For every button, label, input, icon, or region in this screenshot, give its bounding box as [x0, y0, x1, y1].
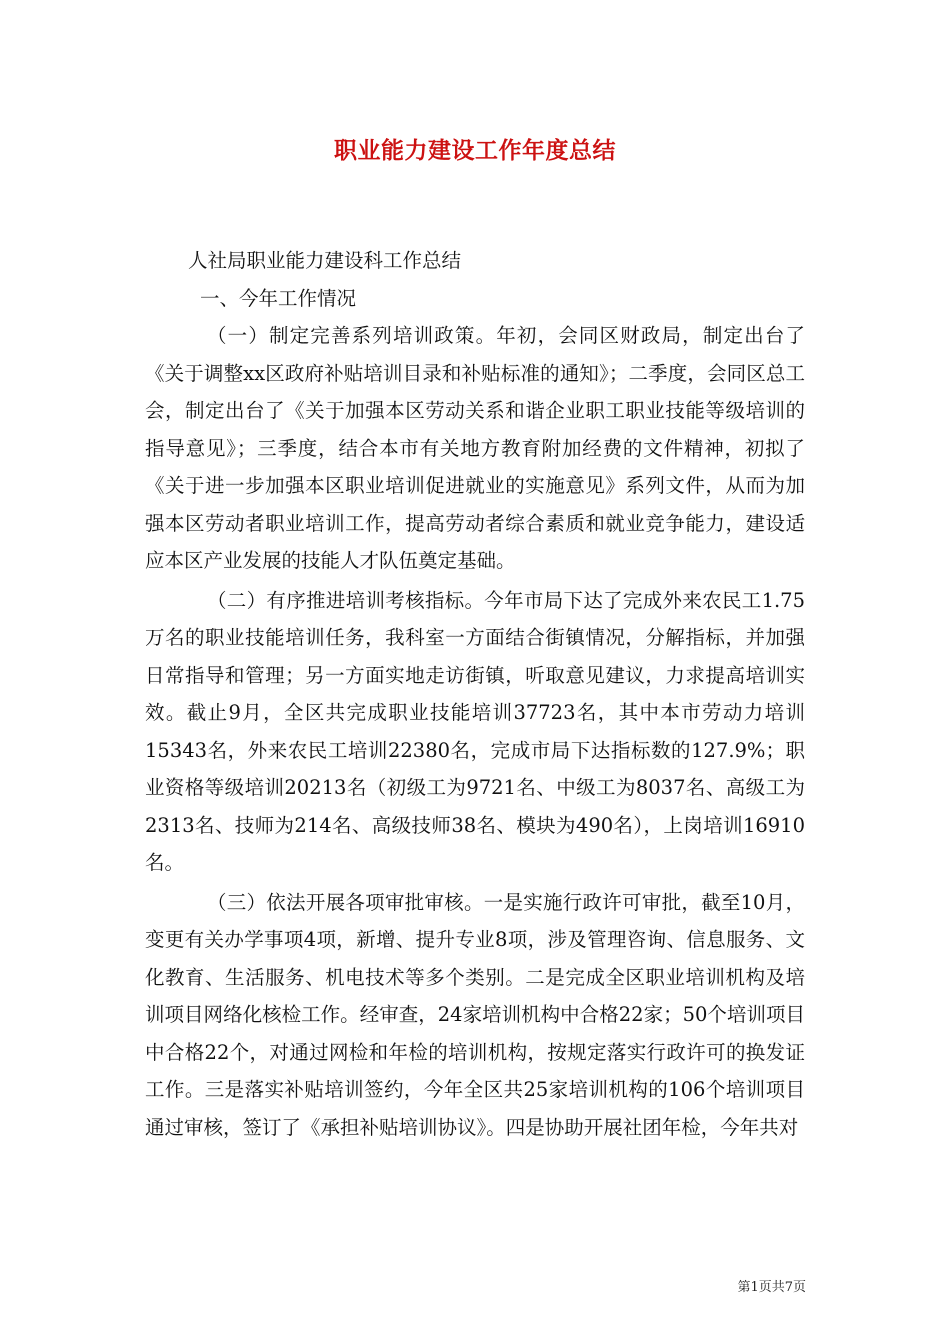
document-title: 职业能力建设工作年度总结	[334, 137, 616, 164]
document-subtitle: 人社局职业能力建设科工作总结	[188, 249, 462, 272]
paragraph-training-targets: （二）有序推进培训考核指标。今年市局下达了完成外来农民工1.75万名的职业技能培训任务，我科室一方面结合街镇情况，分解指标，并加强日常指导和管理；另一方面实地走访街镇，听取意见建议，力求提高培训实效。截止9月，全区共完成职业技能培训37723名，其中本市劳动力培训15343名，外来农民工培训22380名，完成市局下达指标数的127.9%；职业资格等级培训20213名（初级工为9721名、中级工为8037名、高级工为2313名、技师为214名、高级技师38名、模块为490名），上岗培训16910名。	[145, 588, 805, 874]
page-indicator: 第1页共7页	[737, 1280, 806, 1295]
document-body	[145, 242, 805, 1146]
paragraph-approvals: （三）依法开展各项审批审核。一是实施行政许可审批，截至10月，变更有关办学事项4项，新增、提升专业8项，涉及管理咨询、信息服务、文化教育、生活服务、机电技术等多个类别。二是完成全区职业培训机构及培训项目网络化核检工作。经审查，24家培训机构中合格22家；50个培训项目中合格22个，对通过网检和年检的培训机构，按规定落实行政许可的换发证工作。三是落实补贴培训签约，今年全区共25家培训机构的106个培训项目通过审核，签订了《承担补贴培训协议》。四是协助开展社团年检，今年共对	[145, 890, 805, 1139]
section-heading: 一、今年工作情况	[200, 286, 357, 310]
paragraph-policy: （一）制定完善系列培训政策。年初，会同区财政局，制定出台了《关于调整xx区政府补贴培训目录和补贴标准的通知》；二季度，会同区总工会，制定出台了《关于加强本区劳动关系和谐企业职工职业技能等级培训的指导意见》；三季度，结合本市有关地方教育附加经费的文件精神，初拟了《关于进一步加强本区职业培训促进就业的实施意见》系列文件，从而为加强本区劳动者职业培训工作，提高劳动者综合素质和就业竞争能力，建设适应本区产业发展的技能人才队伍奠定基础。	[145, 324, 805, 572]
